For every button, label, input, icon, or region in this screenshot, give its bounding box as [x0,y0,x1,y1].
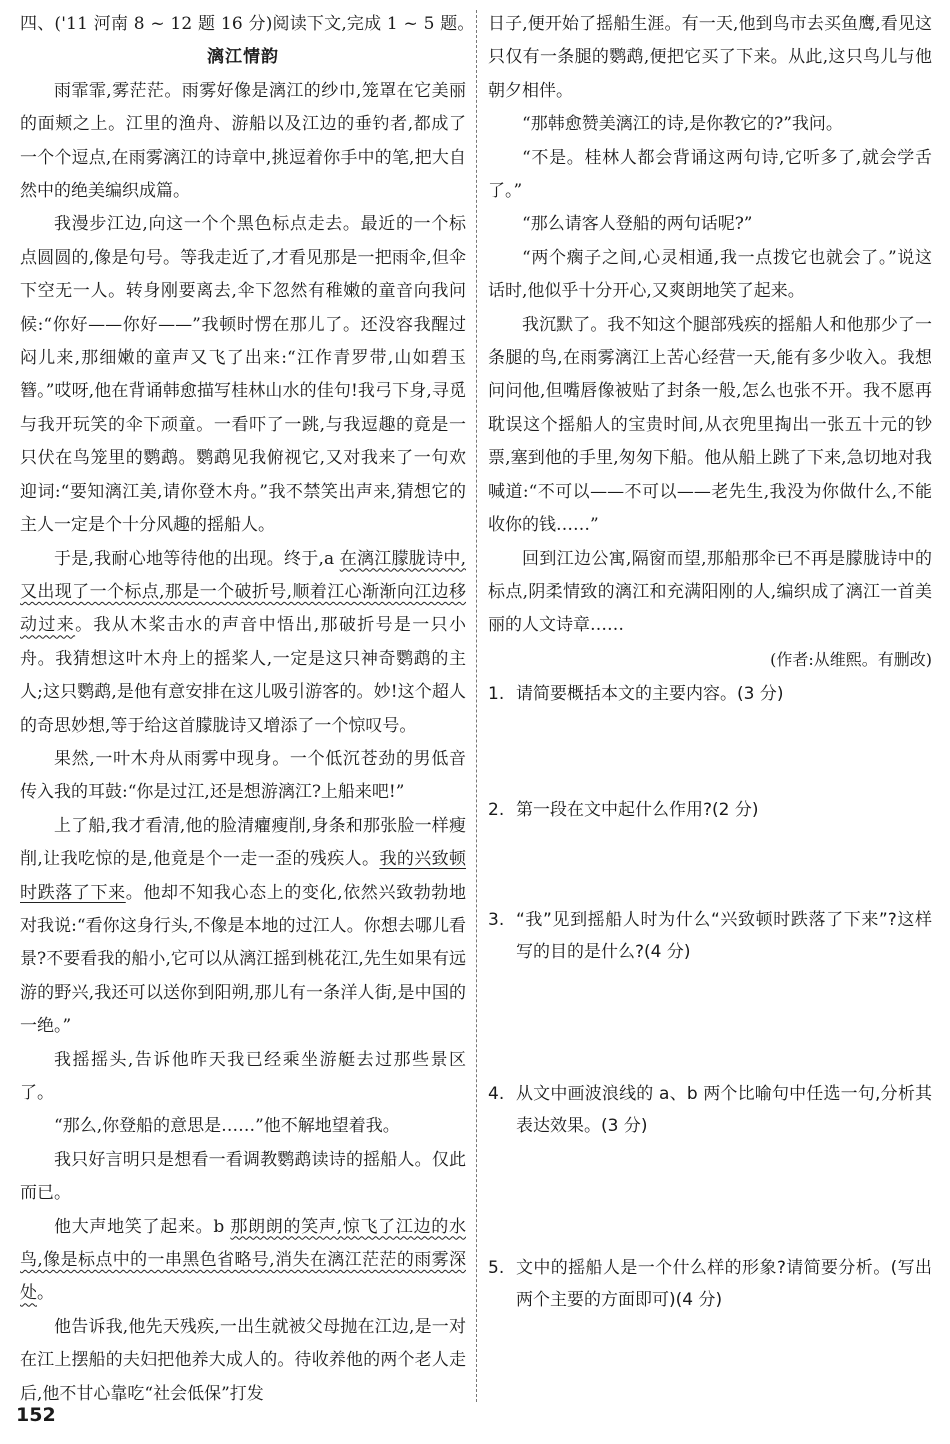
paragraph-3-rest: 。我从木桨击水的声音中悟出,那破折号是一只小舟。我猜想这叶木舟上的摇桨人,一定是这只神奇鹦鹉的主人;这只鹦鹉,是他有意安排在这儿吸引游客的。妙!这个超人的奇思妙想,等于给这首朦胧诗又增添了一个惊叹号。 [20,615,467,736]
question-4 [488,1078,932,1142]
author-attribution: (作者:从维熙。有删改) [770,649,932,669]
paragraph-4: 果然,一叶木舟从雨雾中现身。一个低沉苍劲的男低音传入我的耳鼓:“你是过江,还是想游漓江?上船来吧!” [20,748,466,803]
paragraph-9-lead: 他大声地笑了起来。b [54,1216,231,1237]
right-column [488,8,932,1316]
paragraph-3 [20,543,466,743]
paragraph-2: 我漫步江边,向这一个个黑色标点走去。最近的一个标点圆圆的,像是句号。等我走近了,才看见那是一把雨伞,但伞下空无一人。转身刚要离去,伞下忽然有稚嫩的童音向我问候:“你好——你好——”我顿时愣在那儿了。还没容我醒过闷儿来,那细嫩的童声又飞了出来:“江作青罗带,山如碧玉簪。”哎呀,他在背诵韩愈描写桂林山水的佳句!我弓下身,寻觅与我开玩笑的伞下顽童。一看吓了一跳,与我逗趣的竟是一只伏在鸟笼里的鹦鹉。鹦鹉见我俯视它,又对我来了一句欢迎词:“要知漓江美,请你登木舟。”我不禁笑出声来,猜想它的主人一定是个十分风趣的摇船人。 [20,214,466,536]
wavy-underline-sentence-a: 在漓江朦胧诗中,又出现了一个标点,那是一个破折号,顺着江心渐渐向江边移动过来 [20,548,466,636]
paragraph-16: 回到江边公寓,隔窗而望,那船那伞已不再是朦胧诗中的标点,阴柔情致的漓江和充满阳刚的人,编织成了漓江一首美丽的人文诗章…… [488,548,932,636]
paragraph-13: “那么请客人登船的两句话呢?” [522,214,753,235]
question-5 [488,1252,932,1316]
paragraph-3-lead: 于是,我耐心地等待他的出现。终于,a [54,548,340,569]
paragraph-11: “那韩愈赞美漓江的诗,是你教它的?”我问。 [522,114,843,135]
question-number: 5. [488,1258,505,1279]
paragraph-9 [20,1211,466,1311]
question-2 [488,794,932,826]
paragraph-9-rest: 。 [37,1283,54,1304]
left-column [20,8,475,1411]
paragraph-5-lead: 上了船,我才看清,他的脸清癯瘦削,身条和那张脸一样瘦削,让我吃惊的是,他竟是个一走一歪的残疾人。 [20,815,466,870]
paragraph-10: 他告诉我,他先天残疾,一出生就被父母抛在江边,是一对在江上摆船的夫妇把他养大成人的。待收养他的两个老人走后,他不甘心靠吃“社会低保”打发 [20,1316,466,1404]
paragraph-7: “那么,你登船的意思是……”他不解地望着我。 [54,1116,400,1137]
underlined-sentence: 我的兴致顿时跌落了下来 [20,849,467,903]
question-number: 1. [488,684,505,705]
question-number: 2. [488,800,505,821]
paragraph-5-rest: 。他却不知我心态上的变化,依然兴致勃勃地对我说:“看你这身行头,不像是本地的过江人。你想去哪儿看景?不要看我的船小,它可以从漓江摇到桃花江,先生如果有远游的野兴,我还可以送你到阳朔,那儿有一条洋人街,是中国的一绝。” [20,882,467,1037]
paragraph-12: “不是。桂林人都会背诵这两句诗,它听多了,就会学舌了。” [488,147,932,202]
article-title: 漓江情韵 [207,47,279,68]
paragraph-6: 我摇摇头,告诉他昨天我已经乘坐游艇去过那些景区了。 [20,1049,466,1103]
question-3 [488,904,932,968]
question-1 [488,678,932,710]
question-text: 请简要概括本文的主要内容。(3 分) [516,684,784,705]
paragraph-8: 我只好言明只是想看一看调教鹦鹉读诗的摇船人。仅此而已。 [20,1149,466,1204]
question-text: “我”见到摇船人时为什么“兴致顿时跌落了下来”?这样写的目的是什么?(4 分) [516,910,932,963]
question-text: 从文中画波浪线的 a、b 两个比喻句中任选一句,分析其表达效果。(3 分) [516,1084,932,1137]
paragraph-14: “两个瘸子之间,心灵相通,我一点拨它也就会了。”说这话时,他似乎十分开心,又爽朗地笑了起来。 [488,247,932,302]
question-number: 3. [488,910,505,931]
question-text: 文中的摇船人是一个什么样的形象?请简要分析。(写出两个主要的方面即可)(4 分) [516,1258,932,1311]
paragraph-5 [20,810,466,1044]
paragraph-15: 我沉默了。我不知这个腿部残疾的摇船人和他那少了一条腿的鸟,在雨雾漓江上苦心经营一天,能有多少收入。我想问问他,但嘴唇像被贴了封条一般,怎么也张不开。我不愿再耽误这个摇船人的宝贵时间,从衣兜里掏出一张五十元的钞票,塞到他的手里,匆匆下船。他从船上跳了下来,急切地对我喊道:“不可以——不可以——老先生,我没为你做什么,不能收你的钱……” [488,314,932,536]
wavy-underline-sentence-b: 那朗朗的笑声,惊飞了江边的水鸟,像是标点中的一串黑色省略号,消失在漓江茫茫的雨雾深处 [20,1216,466,1304]
question-text: 第一段在文中起什么作用?(2 分) [516,800,759,821]
section-heading: 四、('11 河南 8 ~ 12 题 16 分)阅读下文,完成 1 ~ 5 题。 [20,14,475,34]
question-number: 4. [488,1084,505,1105]
column-divider [476,10,477,1402]
paragraph-1: 雨霏霏,雾茫茫。雨雾好像是漓江的纱巾,笼罩在它美丽的面颊之上。江里的渔舟、游船以及江边的垂钓者,都成了一个个逗点,在雨雾漓江的诗章中,挑逗着你手中的笔,把大自然中的绝美编织成篇。 [20,80,466,202]
paragraph-10-continued: 日子,便开始了摇船生涯。有一天,他到鸟市去买鱼鹰,看见这只仅有一条腿的鹦鹉,便把它买了下来。从此,这只鸟儿与他朝夕相伴。 [488,14,932,101]
page-number: 152 [16,1404,56,1426]
